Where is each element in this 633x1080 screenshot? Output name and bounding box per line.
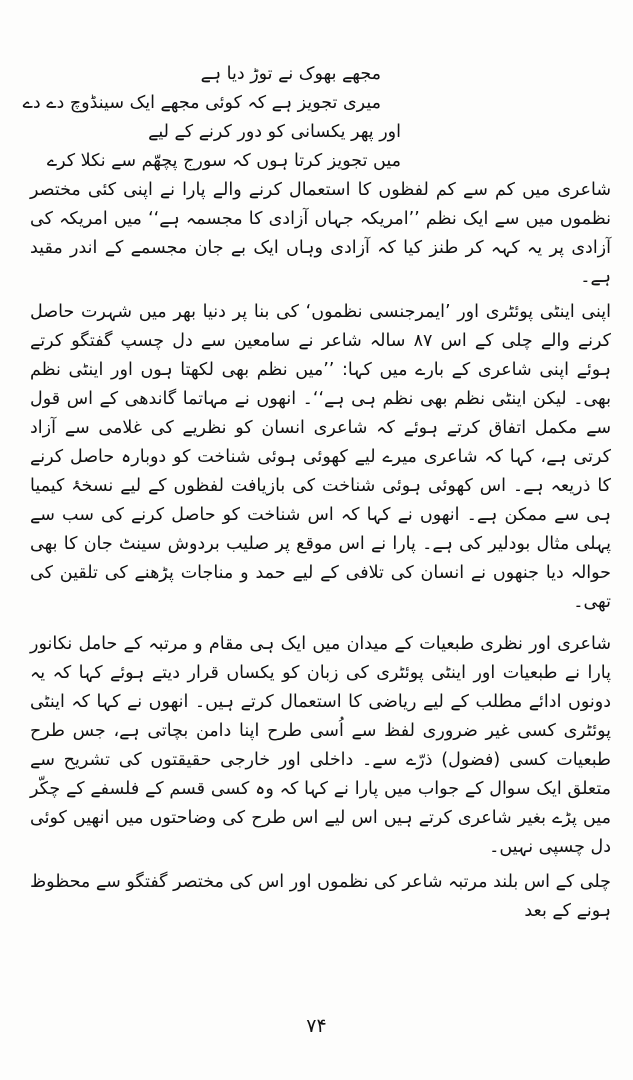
- poem-line-1: مجھے بھوک نے توڑ دیا ہے: [200, 64, 381, 84]
- paragraph-4: چلی کے اس بلند مرتبہ شاعر کی نظموں اور اس کی مختصر گفتگو سے محظوظ ہونے کے بعد: [30, 872, 611, 921]
- paragraph-3: شاعری اور نظری طبعیات کے میدان میں ایک ہی مقام و مرتبہ کے حامل نکانور پارا نے طبعیات اور اینٹی پوئٹری کی زبان کو یکساں قرار دیتے ہوئے کہا کہ یہ دونوں ادائے مطلب کے لیے ریاضی کا استعمال کرتے ہیں۔ انھوں نے کہا کہ اینٹی پوئٹری کسی غیر ضروری لفظ سے اُسی طرح اپنا دامن بچاتی ہے، جس طرح طبعیات کسی (فضول) ذرّے سے۔ داخلی اور خارجی حقیقتوں کی تشریح سے متعلق ایک سوال کے جواب میں پارا نے کہا کہ وہ کسی قسم کے فلسفے کے چکّر میں پڑے بغیر شاعری کرتے ہیں اس لیے اس طرح کی وضاحتوں میں انھیں کوئی دل چسپی نہیں۔: [30, 634, 611, 857]
- page-number: ۷۴: [306, 1015, 327, 1037]
- poem-block: [22, 60, 611, 176]
- poem-line-4: میں تجویز کرتا ہوں کہ سورج پچھّم سے نکلا کرے: [46, 151, 401, 171]
- paragraph-1: شاعری میں کم سے کم لفظوں کا استعمال کرنے والے پارا نے اپنی کئی مختصر نظموں میں سے ایک نظم ’’امریکہ جہاں آزادی کا مجسمہ ہے‘‘ میں امریکہ کی آزادی پر یہ کہہ کر طنز کیا کہ آزادی وہاں ایک بے جان مجسمے کے اندر مقید ہے۔: [30, 180, 611, 287]
- paragraph-2: اپنی اینٹی پوئٹری اور ’ایمرجنسی نظموں‘ کی بنا پر دنیا بھر میں شہرت حاصل کرنے والے چلی کے اس ۸۷ سالہ شاعر نے سامعین سے دل چسپ گفتگو کرتے ہوئے اپنی شاعری کے بارے میں کہا: ’’میں نظم بھی لکھتا ہوں اور اینٹی نظم بھی۔ لیکن اینٹی نظم بھی نظم ہی ہے‘‘۔ انھوں نے مہاتما گاندھی کے اس قول سے مکمل اتفاق کرتے ہوئے کہ شاعری انسان کو نظریے کی غلامی سے آزاد کرتی ہے، کہا کہ شاعری میرے لیے کھوئی ہوئی شناخت کو دوبارہ حاصل کرنے کا ذریعہ ہے۔ اس کھوئی ہوئی شناخت کی بازیافت لفظوں کے لیے نسخۂ کیمیا ہی سے ممکن ہے۔ انھوں نے کہا کہ اس شناخت کو حاصل کرنے کی سب سے پہلی مثال بودلیر کی ہے۔ پارا نے اس موقع پر صلیب بردوش سینٹ جان کا بھی حوالہ دیا جنھوں نے انسان کی تلافی کے لیے حمد و مناجات پڑھنے کی تلقین کی تھی۔: [30, 302, 611, 612]
- poem-line-3: اور پھر یکسانی کو دور کرنے کے لیے: [148, 122, 401, 142]
- page-content: [22, 60, 611, 926]
- poem-line-2: میری تجویز ہے کہ کوئی مجھے ایک سینڈوچ دے دے: [22, 93, 381, 113]
